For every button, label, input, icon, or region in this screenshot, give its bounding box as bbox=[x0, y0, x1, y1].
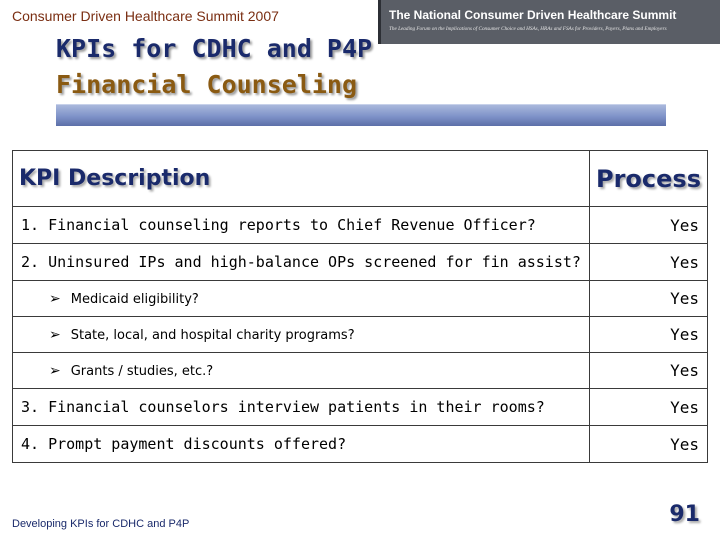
table-row bbox=[13, 317, 708, 353]
kpi-description-cell: 2. Uninsured IPs and high-balance OPs screened for fin assist? bbox=[13, 244, 590, 281]
summit-label: Consumer Driven Healthcare Summit 2007 bbox=[12, 8, 279, 24]
kpi-sub-description-text: Medicaid eligibility? bbox=[70, 291, 199, 307]
title-underline-bar bbox=[56, 104, 666, 126]
table-row bbox=[13, 281, 708, 317]
slide-title-line1: KPIs for CDHC and P4P bbox=[56, 34, 373, 63]
kpi-sub-description-cell bbox=[13, 281, 590, 317]
kpi-sub-description-cell bbox=[13, 317, 590, 353]
header-process: Process bbox=[590, 151, 708, 207]
process-value-cell: Yes bbox=[590, 317, 708, 353]
summit-banner bbox=[378, 0, 720, 44]
process-value-cell: Yes bbox=[590, 207, 708, 244]
process-value-cell: Yes bbox=[590, 389, 708, 426]
banner-title: The National Consumer Driven Healthcare Summit bbox=[389, 8, 677, 22]
process-value-cell: Yes bbox=[590, 426, 708, 463]
kpi-description-cell: 4. Prompt payment discounts offered? bbox=[13, 426, 590, 463]
table-header-row bbox=[13, 151, 708, 207]
arrow-bullet-icon: ➢ bbox=[49, 362, 61, 379]
process-value-cell: Yes bbox=[590, 353, 708, 389]
footer-text: Developing KPIs for CDHC and P4P bbox=[12, 518, 190, 530]
kpi-sub-description-text: State, local, and hospital charity programs? bbox=[70, 327, 355, 343]
banner-subtitle: The Leading Forum on the Implications of Consumer Choice and HSAs, HRAs and FSAs for Providers, Payers, Plans and Employers bbox=[389, 26, 667, 32]
arrow-bullet-icon: ➢ bbox=[49, 326, 61, 343]
kpi-sub-description-text: Grants / studies, etc.? bbox=[70, 363, 214, 379]
table-row bbox=[13, 244, 708, 281]
table-row bbox=[13, 353, 708, 389]
kpi-description-cell: 3. Financial counselors interview patients in their rooms? bbox=[13, 389, 590, 426]
table-row bbox=[13, 426, 708, 463]
slide-title-line2: Financial Counseling bbox=[56, 70, 358, 99]
kpi-table bbox=[12, 150, 708, 463]
kpi-sub-description-cell bbox=[13, 353, 590, 389]
page-number: 91 bbox=[669, 502, 700, 527]
table-row bbox=[13, 207, 708, 244]
process-value-cell: Yes bbox=[590, 244, 708, 281]
arrow-bullet-icon: ➢ bbox=[49, 290, 61, 307]
header-kpi-description: KPI Description bbox=[13, 151, 590, 207]
table-row bbox=[13, 389, 708, 426]
process-value-cell: Yes bbox=[590, 281, 708, 317]
kpi-description-cell: 1. Financial counseling reports to Chief Revenue Officer? bbox=[13, 207, 590, 244]
